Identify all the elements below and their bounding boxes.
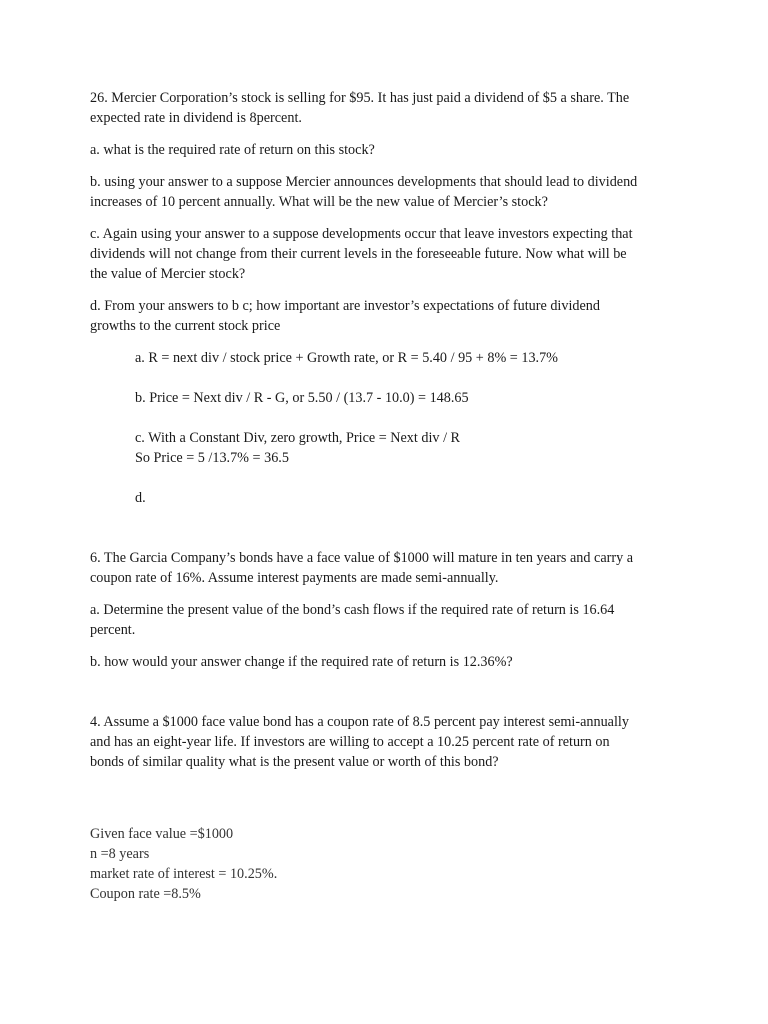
text-line: growths to the current stock price [90,318,281,334]
text-line: c. Again using your answer to a suppose developments occur that leave investors expecting that [90,226,633,242]
text-line: a. Determine the present value of the bond’s cash flows if the required rate of return is 16.64 [90,602,615,618]
given-market-rate: market rate of interest = 10.25%. [90,866,278,882]
given-coupon-rate: Coupon rate =8.5% [90,886,201,902]
text-line: 4. Assume a $1000 face value bond has a coupon rate of 8.5 percent pay interest semi-annually [90,714,629,730]
text-line: and has an eight-year life. If investors are willing to accept a 10.25 percent rate of return on [90,734,610,750]
q26-answers [90,348,680,508]
q26-part-d [90,296,680,336]
text-line: bonds of similar quality what is the present value or worth of this bond? [90,754,499,770]
text-line: percent. [90,622,136,638]
q26-stem [90,88,680,128]
answer-d: d. [135,490,146,506]
text-line: the value of Mercier stock? [90,266,246,282]
document-page [90,88,680,904]
text-line: 6. The Garcia Company’s bonds have a face value of $1000 will mature in ten years and carry a [90,550,634,566]
q4-stem [90,712,680,772]
text-line: b. how would your answer change if the required rate of return is 12.36%? [90,654,513,670]
given-years: n =8 years [90,846,150,862]
answer-a: a. R = next div / stock price + Growth rate, or R = 5.40 / 95 + 8% = 13.7% [135,350,558,366]
given-face-value: Given face value =$1000 [90,826,234,842]
q26-part-b [90,172,680,212]
answer-c-line2: So Price = 5 /13.7% = 36.5 [135,450,289,466]
answer-b: b. Price = Next div / R - G, or 5.50 / (13.7 - 10.0) = 148.65 [135,390,469,406]
text-line: b. using your answer to a suppose Mercier announces developments that should lead to dividend [90,174,638,190]
q26-part-a [90,140,680,160]
q4-given [90,824,680,904]
text-line: coupon rate of 16%. Assume interest payments are made semi-annually. [90,570,499,586]
text-line: dividends will not change from their current levels in the foreseeable future. Now what will be [90,246,627,262]
answer-c-line1: c. With a Constant Div, zero growth, Price = Next div / R [135,430,461,446]
q6-part-a [90,600,680,640]
text-line: d. From your answers to b c; how important are investor’s expectations of future dividend [90,298,600,314]
text-line: 26. Mercier Corporation’s stock is selling for $95. It has just paid a dividend of $5 a share. The [90,90,630,106]
q6-stem [90,548,680,588]
q6-part-b [90,652,680,672]
q26-part-c [90,224,680,284]
text-line: increases of 10 percent annually. What will be the new value of Mercier’s stock? [90,194,548,210]
text-line: a. what is the required rate of return on this stock? [90,142,375,158]
text-line: expected rate in dividend is 8percent. [90,110,302,126]
